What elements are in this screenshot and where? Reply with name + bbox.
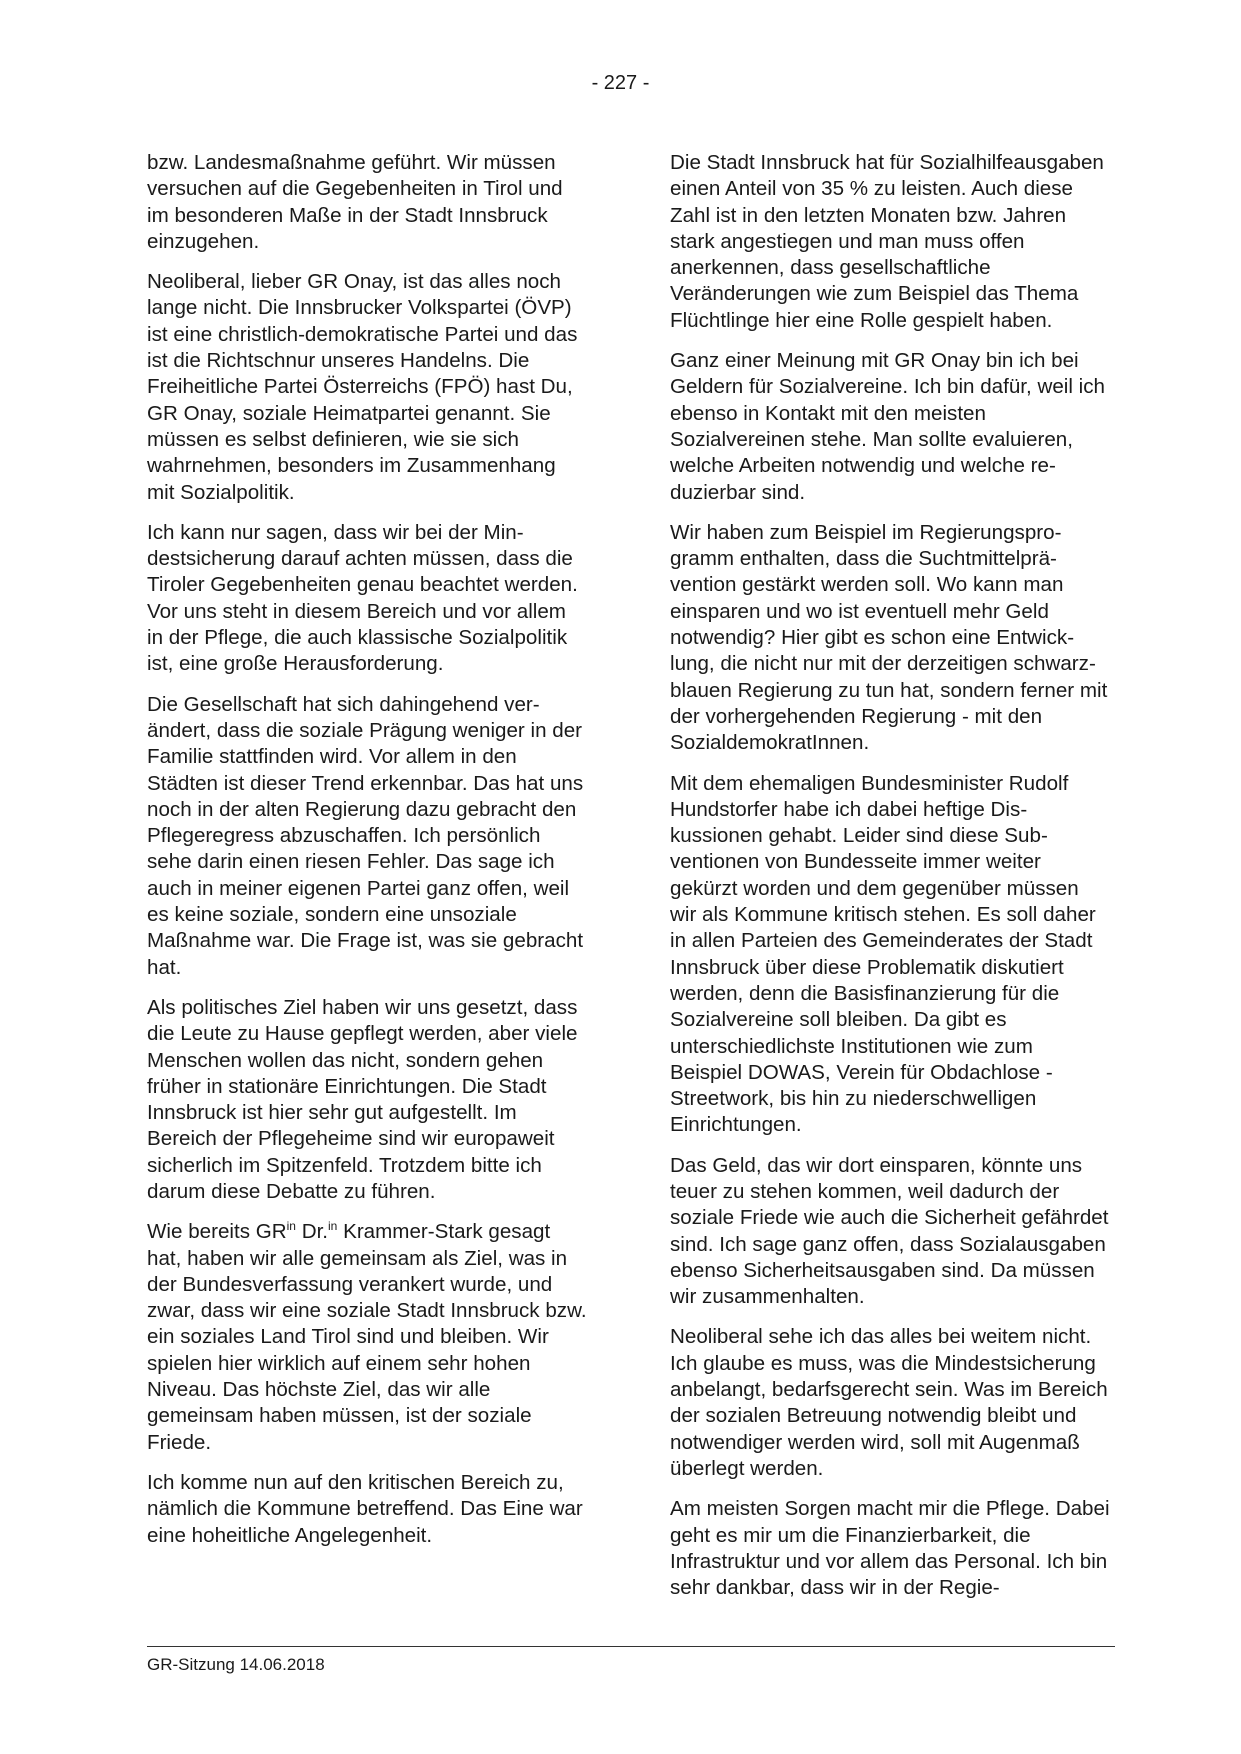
left-column [147, 150, 587, 1563]
footer-divider [147, 1646, 1115, 1647]
page-number: - 227 - [591, 72, 650, 94]
paragraph-text: Wie bereits GR [147, 1220, 287, 1244]
paragraph: Wir haben zum Beispiel im Regierungsprogramm enthalten, dass die Suchtmittelprävention gestärkt werden soll. Wo kann man einsparen und wo ist eventuell mehr Geld notwendig? Hier gibt es schon eine Entwicklung, die nicht nur mit der derzeitigen schwarz-blauen Regierung zu tun hat, sondern ferner mit der vorhergehenden Regierung - mit den SozialdemokratInnen. [670, 520, 1108, 755]
paragraph [147, 1219, 587, 1456]
paragraph: Ganz einer Meinung mit GR Onay bin ich bei Geldern für Sozialvereine. Ich bin dafür, weil ich ebenso in Kontakt mit den meisten Sozialvereinen stehe. Man sollte evaluieren, welche Arbeiten notwendig und welche reduzierbar sind. [670, 349, 1105, 504]
paragraph: Neoliberal sehe ich das alles bei weitem nicht. Ich glaube es muss, was die Mindestsicherung anbelangt, bedarfsgerecht sein. Was im Bereich der sozialen Betreuung notwendig bleibt und notwendiger werden wird, soll mit Augenmaß überlegt werden. [670, 1325, 1108, 1480]
paragraph: Die Gesellschaft hat sich dahingehend verändert, dass die soziale Prägung weniger in der Familie stattfinden wird. Vor allem in den Städten ist dieser Trend erkennbar. Das hat uns noch in der alten Regierung dazu gebracht den Pflegeregress abzuschaffen. Ich persönlich sehe darin einen riesen Fehler. Das sage ich auch in meiner eigenen Partei ganz offen, weil es keine soziale, sondern eine unsoziale Maßnahme war. Die Frage ist, was sie gebracht hat. [147, 692, 584, 979]
superscript: in [328, 1219, 338, 1234]
paragraph-text: Krammer-Stark gesagt hat, haben wir alle gemeinsam als Ziel, was in der Bundesverfassung verankert wurde, und zwar, dass wir eine soziale Stadt Innsbruck bzw. ein soziales Land Tirol sind und bleiben. Wir spielen hier wirklich auf einem sehr hohen Niveau. Das höchste Ziel, das wir alle gemeinsam haben müssen, ist der soziale Friede. [147, 1220, 587, 1454]
right-column [670, 150, 1110, 1615]
paragraph: Neoliberal, lieber GR Onay, ist das alles noch lange nicht. Die Innsbrucker Volkspartei (ÖVP) ist eine christlich-demokratische Partei und das ist die Richtschnur unseres Handelns. Die Freiheitliche Partei Österreichs (FPÖ) hast Du, GR Onay, soziale Heimatpartei genannt. Sie müssen es selbst definieren, wie sie sich wahrnehmen, besonders im Zusammenhang mit Sozialpolitik. [147, 270, 578, 504]
paragraph: Die Stadt Innsbruck hat für Sozialhilfeausgaben einen Anteil von 35 % zu leisten. Auch diese Zahl ist in den letzten Monaten bzw. Jahren stark angestiegen und man muss offen anerkennen, dass gesellschaftliche Veränderungen wie zum Beispiel das Thema Flüchtlinge hier eine Rolle gespielt haben. [670, 151, 1104, 332]
paragraph: Mit dem ehemaligen Bundesminister Rudolf Hundstorfer habe ich dabei heftige Diskussionen gehabt. Leider sind diese Subventionen von Bundesseite immer weiter gekürzt worden und dem gegenüber müssen wir als Kommune kritisch stehen. Es soll daher in allen Parteien des Gemeinderates der Stadt Innsbruck über diese Problematik diskutiert werden, denn die Basisfinanzierung für die Sozialvereine soll bleiben. Da gibt es unterschiedlichste Institutionen wie zum Beispiel DOWAS, Verein für Obdachlose - Streetwork, bis hin zu niederschwelligen Einrichtungen. [670, 771, 1096, 1137]
paragraph: bzw. Landesmaßnahme geführt. Wir müssen versuchen auf die Gegebenheiten in Tirol und im besonderen Maße in der Stadt Innsbruck einzugehen. [147, 151, 563, 253]
paragraph: Am meisten Sorgen macht mir die Pflege. Dabei geht es mir um die Finanzierbarkeit, die Infrastruktur und vor allem das Personal. Ich bin sehr dankbar, dass wir in der Regie- [670, 1497, 1110, 1600]
footer-session-date: GR-Sitzung 14.06.2018 [147, 1655, 325, 1674]
paragraph: Als politisches Ziel haben wir uns gesetzt, dass die Leute zu Hause gepflegt werden, aber viele Menschen wollen das nicht, sondern gehen früher in stationäre Einrichtungen. Die Stadt Innsbruck ist hier sehr gut aufgestellt. Im Bereich der Pflegeheime sind wir europaweit sicherlich im Spitzenfeld. Trotzdem bitte ich darum diese Debatte zu führen. [147, 995, 578, 1203]
superscript: in [286, 1219, 296, 1234]
paragraph-text: Dr. [295, 1220, 329, 1244]
paragraph: Das Geld, das wir dort einsparen, könnte uns teuer zu stehen kommen, weil dadurch der soziale Friede wie auch die Sicherheit gefährdet sind. Ich sage ganz offen, dass Sozialausgaben ebenso Sicherheitsausgaben sind. Da müssen wir zusammenhalten. [670, 1153, 1109, 1309]
paragraph: Ich komme nun auf den kritischen Bereich zu, nämlich die Kommune betreffend. Das Eine war eine hoheitliche Angelegenheit. [147, 1470, 583, 1547]
paragraph: Ich kann nur sagen, dass wir bei der Mindestsicherung darauf achten müssen, dass die Tiroler Gegebenheiten genau beachtet werden. Vor uns steht in diesem Bereich und vor allem in der Pflege, die auch klassische Sozialpolitik ist, eine große Herausforderung. [147, 520, 578, 676]
